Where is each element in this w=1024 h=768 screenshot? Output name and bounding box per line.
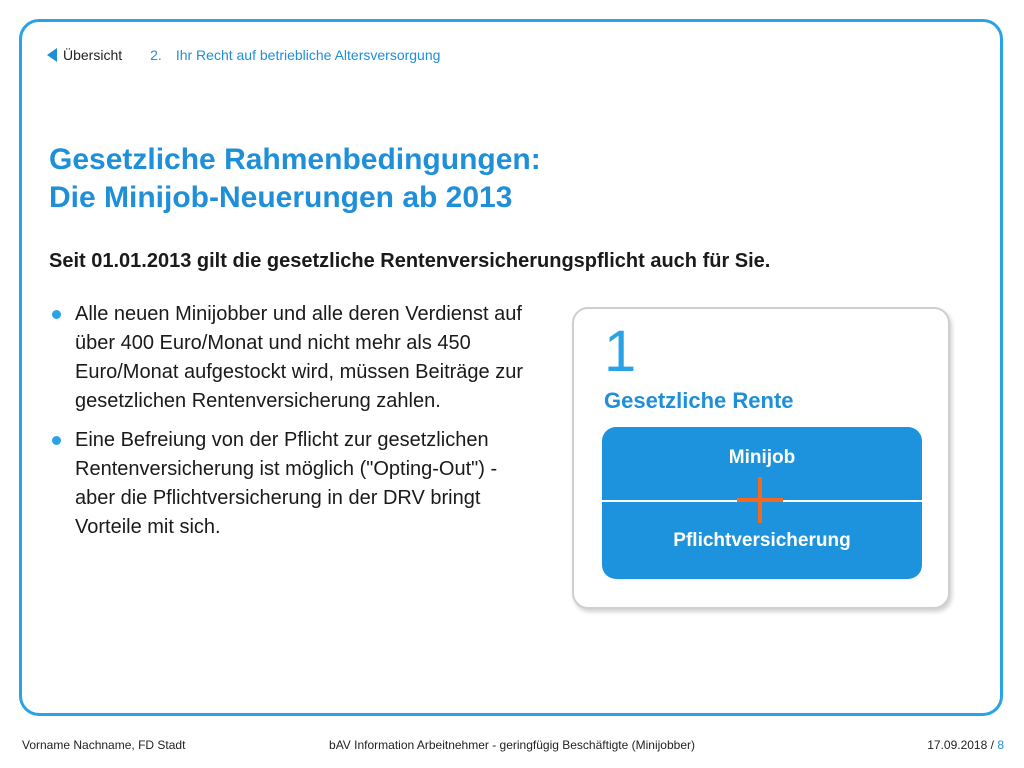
title-line-2: Die Minijob-Neuerungen ab 2013 [49, 181, 513, 214]
mandatory-insurance-label: Pflichtversicherung [673, 530, 851, 551]
bullet-item [49, 426, 539, 542]
bullet-item [49, 300, 539, 416]
footer-title: bAV Information Arbeitnehmer - geringfügig Beschäftigte (Minijobber) [329, 738, 695, 752]
footer-separator: / [990, 738, 994, 752]
page-number: 8 [997, 738, 1004, 752]
overview-link[interactable] [47, 47, 122, 63]
subtitle: Seit 01.01.2013 gilt die gesetzliche Rentenversicherungspflicht auch für Sie. [49, 250, 771, 272]
bullet-text: Alle neuen Minijobber und alle deren Verdienst auf über 400 Euro/Monat und nicht mehr als 450 Euro/Monat aufgestockt wird, müssen Beiträge zur gesetzlichen Rentenversicherung zahlen. [75, 303, 523, 412]
footer-date-page [927, 738, 1004, 752]
bullet-dot-icon [52, 310, 61, 319]
pillar-number: 1 [604, 319, 637, 384]
bullet-list [49, 300, 539, 552]
page-title [49, 141, 541, 217]
card-title: Gesetzliche Rente [604, 388, 794, 413]
bullet-dot-icon [52, 436, 61, 445]
pension-card [572, 307, 950, 609]
footer-author: Vorname Nachname, FD Stadt [22, 738, 186, 752]
plus-icon [737, 477, 783, 523]
back-arrow-icon [47, 48, 57, 62]
title-line-1: Gesetzliche Rahmenbedingungen: [49, 143, 541, 176]
breadcrumb [47, 47, 440, 63]
section-number: 2. [150, 47, 162, 63]
section-title-link[interactable]: Ihr Recht auf betriebliche Altersversorgung [175, 47, 441, 63]
footer-date: 17.09.2018 [927, 738, 988, 752]
minijob-label: Minijob [728, 447, 796, 468]
overview-label: Übersicht [63, 47, 123, 63]
bullet-text: Eine Befreiung von der Pflicht zur gesetzlichen Rentenversicherung ist möglich ("Opting-Out") - aber die Pflichtversicherung in der DRV bringt Vorteile mit sich. [75, 429, 498, 538]
minijob-panel [602, 427, 922, 579]
